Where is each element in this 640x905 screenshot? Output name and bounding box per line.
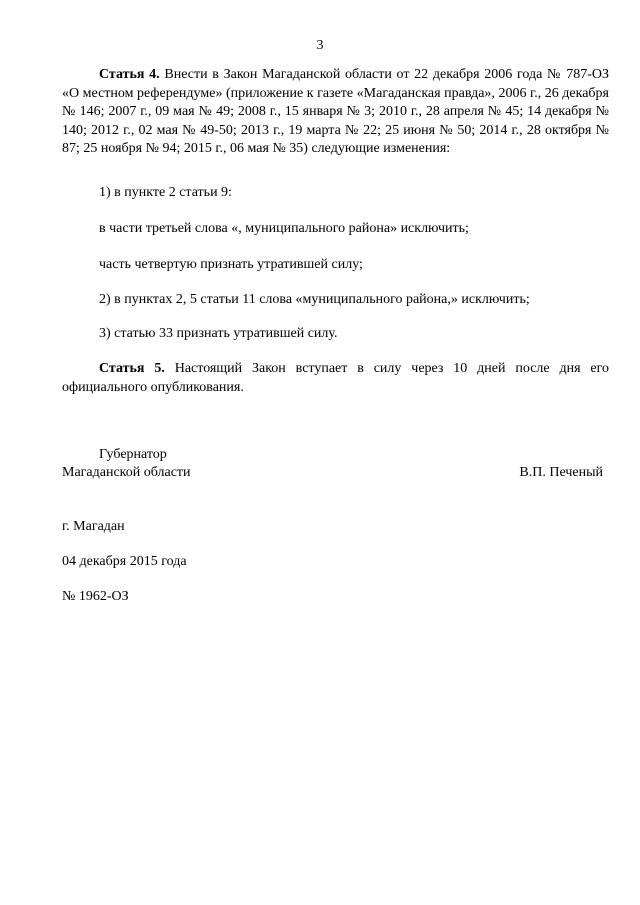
article-5-text: Настоящий Закон вступает в силу через 10 дней после дня его официального опубликования. <box>62 361 610 395</box>
article-4 <box>62 66 609 159</box>
article-5 <box>62 360 609 397</box>
article-4-item-1: 1) в пункте 2 статьи 9: <box>99 185 232 200</box>
article-4-item-3: часть четвертую признать утратившей силу; <box>99 257 363 272</box>
place: г. Магадан <box>62 519 125 534</box>
signatory-position-line1: Губернатор <box>99 447 167 462</box>
article-4-item-2: в части третьей слова «, муниципального района» исключить; <box>99 221 469 236</box>
article-4-title: Статья 4. <box>99 67 160 82</box>
article-4-text: Внести в Закон Магаданской области от 22 декабря 2006 года № 787-ОЗ «О местном референдуме» (приложение к газете «Магаданская правда», 2006 г., 26 декабря № 146; 2007 г., 09 мая № 49; 2008 г., 15 января № 3; 2010 г., 28 апреля № 45; 14 декабря № 140; 2012 г., 02 мая № 49-50; 2013 г., 19 марта № 22; 25 июня № 50; 2014 г., 28 октября № 87; 25 ноября № 94; 2015 г., 06 мая № 35) следующие изменения: <box>62 67 610 156</box>
article-5-title: Статья 5. <box>99 361 165 376</box>
signatory-position-line2: Магаданской области <box>62 465 191 480</box>
article-4-item-5: 3) статью 33 признать утратившей силу. <box>99 326 338 341</box>
page-number: 3 <box>316 38 324 53</box>
date: 04 декабря 2015 года <box>62 554 187 569</box>
article-4-item-4: 2) в пунктах 2, 5 статьи 11 слова «муниципального района,» исключить; <box>99 292 530 307</box>
signatory-name: В.П. Печеный <box>519 465 603 480</box>
law-number: № 1962-ОЗ <box>62 589 129 604</box>
